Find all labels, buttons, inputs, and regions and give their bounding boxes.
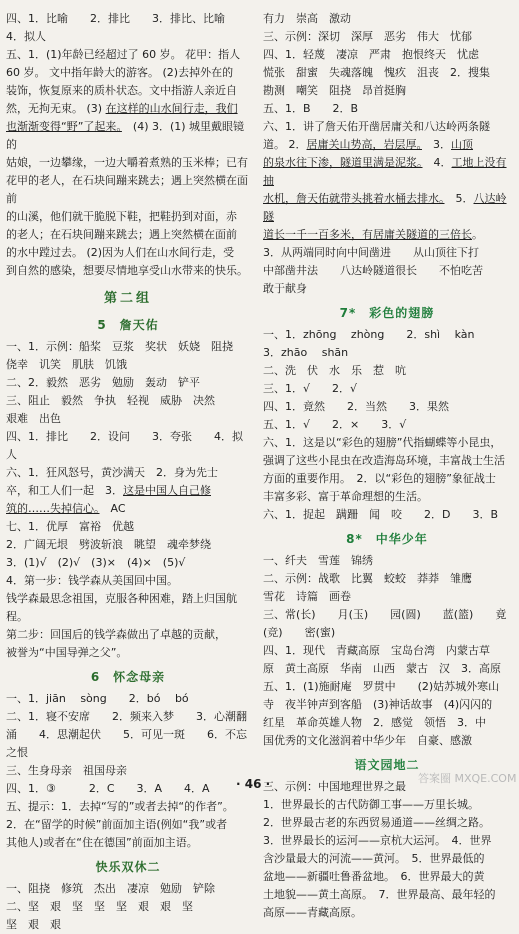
line-text: 六、1．狂风怒号，黄沙满天 2．身为先士: [6, 466, 218, 479]
line-text: 五、提示：1．去掉“写的”或者去掉“的作者”。: [6, 800, 234, 813]
line-text: 5．: [444, 192, 474, 205]
answer-line: [6, 208, 250, 226]
section-heading: 7* 彩色的翅膀: [339, 306, 435, 320]
section-heading: 语文园地二: [354, 758, 420, 772]
answer-line: [6, 518, 250, 536]
answer-line: [6, 338, 250, 356]
line-text: (4) 3．(1) 城里戴眼镜的: [6, 120, 245, 151]
line-text: 3．世界最长的运河——京杭大运河。 4．世界: [263, 834, 492, 847]
section-heading: 5 詹天佑: [97, 318, 159, 332]
line-text: 三、阻止 毅然 争执 轻视 威胁 决然: [6, 394, 215, 407]
line-text: 二、洗 伏 水 乐 惹 吭: [263, 364, 406, 377]
line-text: 装饰，恢复原来的质朴状态。文中指游人亲近自: [6, 84, 237, 97]
answer-line: [6, 356, 250, 374]
line-text: 丰富多彩、富于革命理想的生活。: [263, 490, 428, 503]
line-text: (竞) 密(蜜): [263, 626, 336, 639]
line-text: 慌张 甜蜜 失魂落魄 愧疚 沮丧 2．搜集: [263, 66, 490, 79]
answer-line: [263, 64, 511, 82]
answer-line: [263, 696, 511, 714]
answer-line: [263, 28, 511, 46]
answer-line: [6, 626, 250, 644]
answer-line: [263, 398, 511, 416]
underlined-text: 八达岭隧: [263, 192, 507, 223]
answer-line: [263, 190, 511, 226]
line-text: 四、1．比喻 2．排比 3．排比、比喻: [6, 12, 225, 25]
answer-line: [263, 100, 511, 118]
answer-line: [6, 726, 250, 744]
answer-line: [263, 732, 511, 750]
answer-line: [6, 410, 250, 428]
line-text: 的山溪，他们就干脆脱下鞋，把鞋扔到对面，赤: [6, 210, 237, 223]
line-text: 2．在“留学的时候”前面加主语(例如“我”或者: [6, 818, 228, 831]
line-text: 3．从两端同时向中间凿进 从山顶往下打: [263, 246, 479, 259]
line-text: 四、1．竟然 2．当然 3．果然: [263, 400, 449, 413]
answer-line: [263, 470, 511, 488]
answer-line: [263, 642, 511, 660]
answer-line: [263, 416, 511, 434]
answer-line: [6, 798, 250, 816]
line-text: 一、1．示例：船桨 豆浆 奖状 妖娆 阻挠: [6, 340, 233, 353]
line-text: 六、1．讲了詹天佑开凿居庸关和八达岭两条隧: [263, 120, 490, 133]
answer-line: [263, 886, 511, 904]
answer-line: [263, 326, 511, 344]
line-text: 涌 4．思潮起伏 5．可见一斑 6．不忘: [6, 728, 247, 741]
answer-line: [6, 482, 250, 500]
answer-line: [6, 10, 250, 28]
answer-line: [263, 10, 511, 28]
answer-line: [6, 392, 250, 410]
line-text: 五、1．(1)年龄已经超过了 60 岁。 花甲：指人: [6, 48, 241, 61]
line-text: 4．: [422, 156, 452, 169]
underlined-text: 水机，詹天佑就带头挑着水桶去排水。: [263, 192, 445, 205]
answer-line: [263, 606, 511, 624]
answer-line: [6, 244, 250, 262]
line-text: 坚 艰 艰: [6, 918, 61, 931]
answer-line: [6, 708, 250, 726]
answer-line: [263, 46, 511, 64]
line-text: 勘测 嘲笑 阻挠 昂首挺胸: [263, 84, 406, 97]
answer-line: [263, 344, 511, 362]
answer-line: [263, 796, 511, 814]
line-text: 一、1．jiān sòng 2．bó bó: [6, 692, 189, 705]
answer-line: [263, 850, 511, 868]
answer-line: [6, 118, 250, 154]
answer-line: [6, 464, 250, 482]
answer-line: [263, 262, 511, 280]
answer-line: [263, 570, 511, 588]
line-text: 六、1．这是以“彩色的翅膀”代指蝴蝶等小昆虫，: [263, 436, 502, 449]
answer-line: [263, 624, 511, 642]
line-text: 二、坚 艰 坚 坚 坚 艰 艰 坚: [6, 900, 193, 913]
answer-line: [263, 660, 511, 678]
line-text: 五、1．√ 2．× 3．√: [263, 418, 407, 431]
line-text: 方面的重要作用。 2．以“彩色的翅膀”象征战士: [263, 472, 496, 485]
line-text: 三、示例：中国地理世界之最: [263, 780, 406, 793]
line-text: 道。 2．: [263, 138, 307, 151]
line-text: 敢于献身: [263, 282, 307, 295]
underlined-text: 也渐渐变得“野”了起来。: [6, 120, 122, 133]
line-text: 一、1．zhōng zhòng 2．shì kàn: [263, 328, 475, 341]
line-text: 二、示例：战歌 比翼 蛟蛟 莽莽 雏鹰: [263, 572, 472, 585]
line-text: 2．世界最古老的东西贸易通道——丝绸之路。: [263, 816, 490, 829]
answer-line: [6, 428, 250, 464]
underlined-text: 的泉水往下渗，隧道里满是泥浆。: [263, 156, 423, 169]
line-text: 钱学森最思念祖国，克服各种困难，踏上归国航程。: [6, 592, 237, 623]
line-text: 花甲的老人，在石块间蹦来跳去；遇上突然横在面前: [6, 174, 248, 205]
line-text: 4．拟人: [6, 30, 46, 43]
answer-line: [6, 262, 250, 280]
line-text: 三、常(长) 月(玉) 园(圆) 蓝(篮) 竟: [263, 608, 507, 621]
answer-line: [6, 536, 250, 554]
line-text: 盆地——新疆吐鲁番盆地。 6．世界最大的黄: [263, 870, 485, 883]
line-text: 4．第一步：钱学森从美国回中国。: [6, 574, 178, 587]
answer-line: [263, 506, 511, 524]
answer-line: [6, 100, 250, 118]
answer-line: [6, 500, 250, 518]
answer-line: [263, 280, 511, 298]
answer-line: [6, 374, 250, 392]
line-text: 四、1．现代 青藏高原 宝岛台湾 内蒙古草: [263, 644, 490, 657]
answer-line: [6, 590, 250, 626]
section-heading: 6 怀念母亲: [90, 670, 166, 684]
section-heading: 8* 中华少年: [346, 532, 428, 546]
watermark: 答案圈 MXQE.COM: [418, 772, 517, 785]
line-text: 六、1．捉起 蹒跚 闻 咬 2．D 3．B: [263, 508, 499, 521]
line-text: 3．zhāo shān: [263, 346, 349, 359]
answer-line: [6, 154, 250, 172]
left-column: [6, 10, 250, 934]
line-text: 被誉为“中国导弹之父”。: [6, 646, 128, 659]
underlined-text: 居庸关山势高，岩层厚。: [306, 138, 422, 151]
answer-line: [6, 572, 250, 590]
line-text: 红星 革命英雄人物 2．感觉 领悟 3．中: [263, 716, 486, 729]
line-text: 三、1．√ 2．√: [263, 382, 358, 395]
line-text: 中部凿井法 八达岭隧道很长 不怕吃苦: [263, 264, 483, 277]
answer-line: [6, 554, 250, 572]
answer-line: [263, 136, 511, 154]
line-text: 一、纤夫 雪莲 锦绣: [263, 554, 373, 567]
line-text: 其他人)或者在“住在德国”前面加主语。: [6, 836, 198, 849]
answer-line: [263, 362, 511, 380]
line-text: 一、阻挠 修筑 杰出 凄凉 勉励 铲除: [6, 882, 215, 895]
line-text: 强调了这些小昆虫在改造海岛环境，丰富战士生活: [263, 454, 505, 467]
answer-line: [6, 898, 250, 916]
answer-line: [6, 226, 250, 244]
line-text: 侥幸 讥笑 肌肤 饥饿: [6, 358, 127, 371]
underlined-text: 这是中国人自己修: [123, 484, 211, 497]
answer-line: [263, 814, 511, 832]
underlined-text: 在这样的山水间行走，我们: [105, 102, 238, 115]
line-text: 2．广阔无垠 劈波斩浪 眺望 魂牵梦绕: [6, 538, 211, 551]
line-text: 。: [472, 228, 483, 241]
answer-line: [263, 832, 511, 850]
underlined-text: 山顶: [451, 138, 473, 151]
answer-line: [263, 82, 511, 100]
line-text: 到自然的感染，想要尽情地享受山水带来的快乐。: [6, 264, 248, 277]
line-text: 五、1．(1)施耐庵 罗贯中 (2)姑苏城外寒山: [263, 680, 500, 693]
section-heading: 快乐双休二: [95, 860, 161, 874]
answer-line: [6, 780, 250, 798]
line-text: 卒，和工人们一起 3．: [6, 484, 123, 497]
line-text: 三、生身母亲 祖国母亲: [6, 764, 127, 777]
answer-line: [263, 552, 511, 570]
answer-line: [263, 868, 511, 886]
line-text: 寺 夜半钟声到客船 (3)神话故事 (4)闪闪的: [263, 698, 493, 711]
answer-line: [263, 244, 511, 262]
answer-line: [263, 226, 511, 244]
answer-line: [6, 172, 250, 208]
answer-line: [263, 488, 511, 506]
line-text: 土地貌——黄土高原。 7．世界最高、最年轻的: [263, 888, 496, 901]
line-text: 四、1．轻蔑 凄凉 严肃 抱恨终天 忧虑: [263, 48, 479, 61]
answer-line: [263, 714, 511, 732]
line-text: 3．(1)√ (2)√ (3)× (4)× (5)√: [6, 556, 186, 569]
answer-line: [6, 82, 250, 100]
answer-line: [6, 880, 250, 898]
answer-line: [6, 744, 250, 762]
line-text: 姑娘，一边攀缘，一边大嚼着煮熟的玉米棒；已有: [6, 156, 248, 169]
line-text: 七、1．优厚 富裕 优越: [6, 520, 134, 533]
answer-line: [6, 816, 250, 834]
answer-line: [6, 762, 250, 780]
line-text: 国优秀的文化滋润着中华少年 自豪、感激: [263, 734, 472, 747]
answer-line: [6, 64, 250, 82]
answer-line: [263, 380, 511, 398]
line-text: 原 黄土高原 华南 山西 蒙古 汉 3．高原: [263, 662, 501, 675]
line-text: 五、1．B 2．B: [263, 102, 359, 115]
line-text: 的水中蹚过去。 (2)因为人们在山水间行走，受: [6, 246, 235, 259]
answer-line: [263, 678, 511, 696]
page-number: · 46 ·: [236, 777, 271, 791]
line-text: 四、1．排比 2．设问 3．夸张 4．拟人: [6, 430, 243, 461]
answer-line: [263, 904, 511, 922]
line-text: 高原——青藏高原。: [263, 906, 362, 919]
line-text: 的老人；在石块间蹦来跳去；遇上突然横在面前: [6, 228, 237, 241]
answer-line: [6, 690, 250, 708]
line-text: 含沙量最大的河流——黄河。 5．世界最低的: [263, 852, 485, 865]
answer-line: [263, 118, 511, 136]
answer-line: [6, 834, 250, 852]
answer-line: [263, 154, 511, 190]
underlined-text: 工地上没有抽: [263, 156, 507, 187]
answer-line: [6, 46, 250, 64]
line-text: 四、1．③ 2．C 3．A 4．A: [6, 782, 210, 795]
answer-line: [263, 434, 511, 452]
answer-line: [6, 28, 250, 46]
line-text: AC: [99, 502, 126, 515]
section-heading: 第二组: [103, 291, 152, 306]
underlined-text: 道长一千一百多米，有居庸关隧道的三倍长: [263, 228, 472, 241]
answer-line: [263, 588, 511, 606]
underlined-text: 筑的……失掉信心。: [6, 502, 100, 515]
answer-line: [6, 916, 250, 934]
answer-line: [6, 644, 250, 662]
line-text: 二、2．毅然 恶劣 勉励 轰动 铲平: [6, 376, 200, 389]
line-text: 3．: [422, 138, 451, 151]
line-text: 三、示例：深切 深厚 恶劣 伟大 忧郁: [263, 30, 472, 43]
answer-line: [263, 452, 511, 470]
line-text: 之恨: [6, 746, 28, 759]
line-text: 艰难 出色: [6, 412, 61, 425]
line-text: 二、1．寝不安席 2．频来入梦 3．心潮翻: [6, 710, 247, 723]
line-text: 1．世界最长的古代防御工事——万里长城。: [263, 798, 479, 811]
line-text: 雪花 诗篇 画卷: [263, 590, 351, 603]
line-text: 60 岁。 文中指年龄大的游客。 (2)去掉外在的: [6, 66, 234, 79]
line-text: 第二步：回国后的钱学森做出了卓越的贡献，: [6, 628, 226, 641]
line-text: 有力 崇高 激动: [263, 12, 351, 25]
line-text: 然，无拘无束。 (3): [6, 102, 106, 115]
